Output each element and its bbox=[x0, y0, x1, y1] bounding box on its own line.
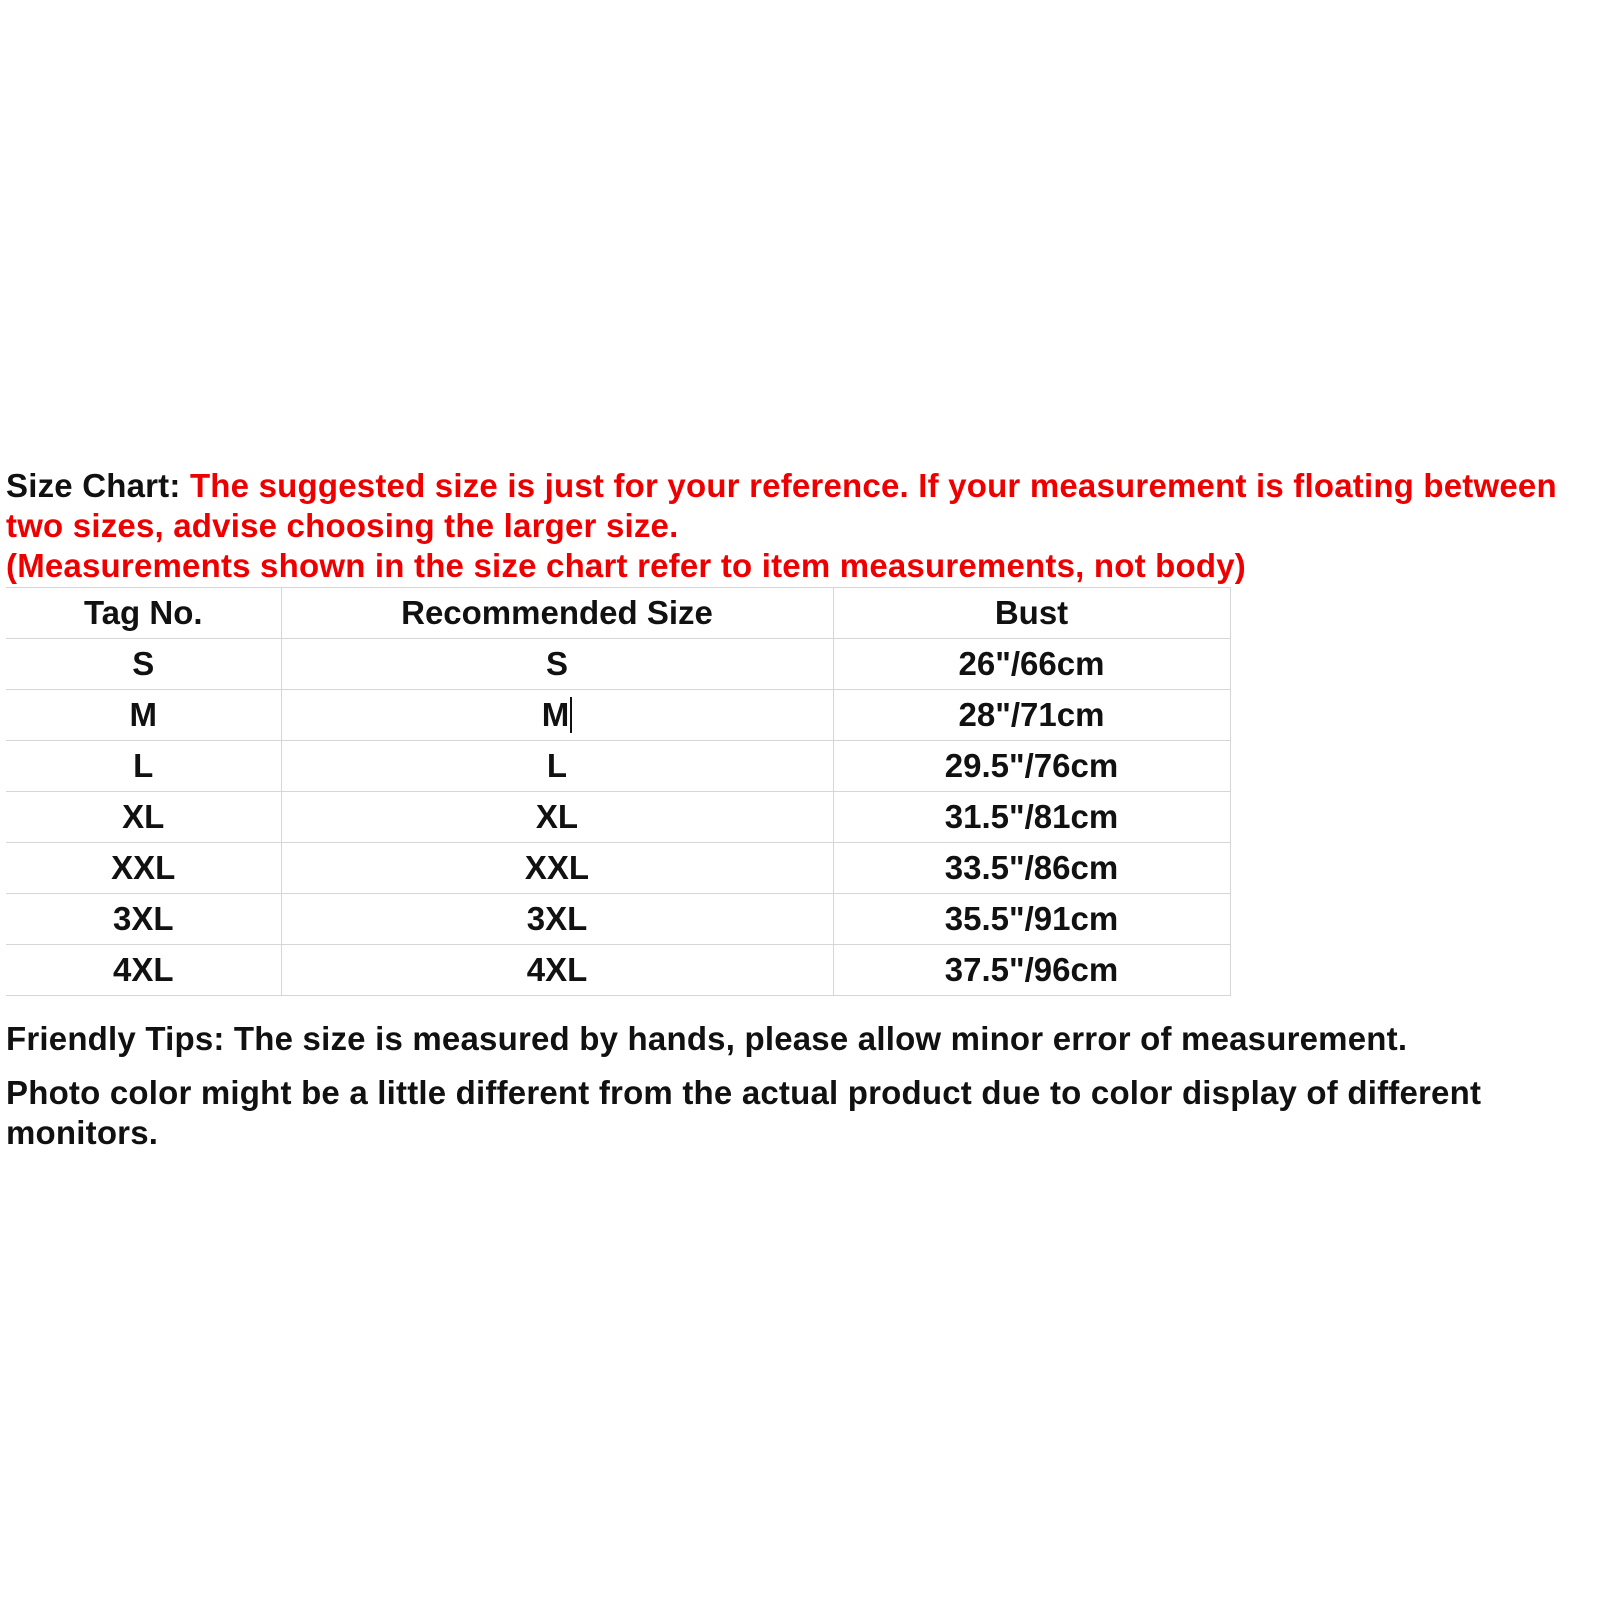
table-header-row bbox=[6, 588, 1230, 639]
bust-cell: 35.5"/91cm bbox=[833, 894, 1230, 945]
table-row bbox=[6, 741, 1230, 792]
table-row bbox=[6, 945, 1230, 996]
size-chart-label: Size Chart: bbox=[6, 467, 181, 504]
recommended-size-cell: 3XL bbox=[281, 894, 833, 945]
recommended-size-cell: L bbox=[281, 741, 833, 792]
friendly-tips bbox=[6, 1019, 1586, 1167]
column-header-bust: Bust bbox=[833, 588, 1230, 639]
recommended-size-cell: XL bbox=[281, 792, 833, 843]
size-reference-note: The suggested size is just for your reference. If your measurement is floating between two sizes, advise choosing the larger size. bbox=[6, 467, 1557, 544]
recommended-size-cell: XXL bbox=[281, 843, 833, 894]
recommended-size-cell: S bbox=[281, 639, 833, 690]
bust-cell: 26"/66cm bbox=[833, 639, 1230, 690]
recommended-size-value: M bbox=[541, 696, 570, 733]
size-chart-heading bbox=[6, 466, 1566, 586]
tag-cell: 4XL bbox=[6, 945, 281, 996]
tag-cell: S bbox=[6, 639, 281, 690]
column-header-tag-no: Tag No. bbox=[6, 588, 281, 639]
tag-cell: XXL bbox=[6, 843, 281, 894]
table-row bbox=[6, 894, 1230, 945]
bust-cell: 29.5"/76cm bbox=[833, 741, 1230, 792]
tag-cell: L bbox=[6, 741, 281, 792]
table-row bbox=[6, 690, 1230, 741]
table-row bbox=[6, 843, 1230, 894]
bust-cell: 37.5"/96cm bbox=[833, 945, 1230, 996]
tag-cell: M bbox=[6, 690, 281, 741]
recommended-size-cell[interactable] bbox=[281, 690, 833, 741]
column-header-recommended-size: Recommended Size bbox=[281, 588, 833, 639]
measurement-note: (Measurements shown in the size chart refer to item measurements, not body) bbox=[6, 547, 1246, 584]
tag-cell: XL bbox=[6, 792, 281, 843]
bust-cell: 33.5"/86cm bbox=[833, 843, 1230, 894]
text-cursor bbox=[570, 697, 572, 733]
bust-cell: 31.5"/81cm bbox=[833, 792, 1230, 843]
tag-cell: 3XL bbox=[6, 894, 281, 945]
table-row bbox=[6, 792, 1230, 843]
bust-cell: 28"/71cm bbox=[833, 690, 1230, 741]
tips-measurement-note: Friendly Tips: The size is measured by hands, please allow minor error of measurement. bbox=[6, 1020, 1408, 1057]
recommended-size-cell: 4XL bbox=[281, 945, 833, 996]
tips-color-note: Photo color might be a little different from the actual product due to color display of different monitors. bbox=[6, 1074, 1482, 1151]
size-table bbox=[6, 587, 1231, 996]
table-row bbox=[6, 639, 1230, 690]
